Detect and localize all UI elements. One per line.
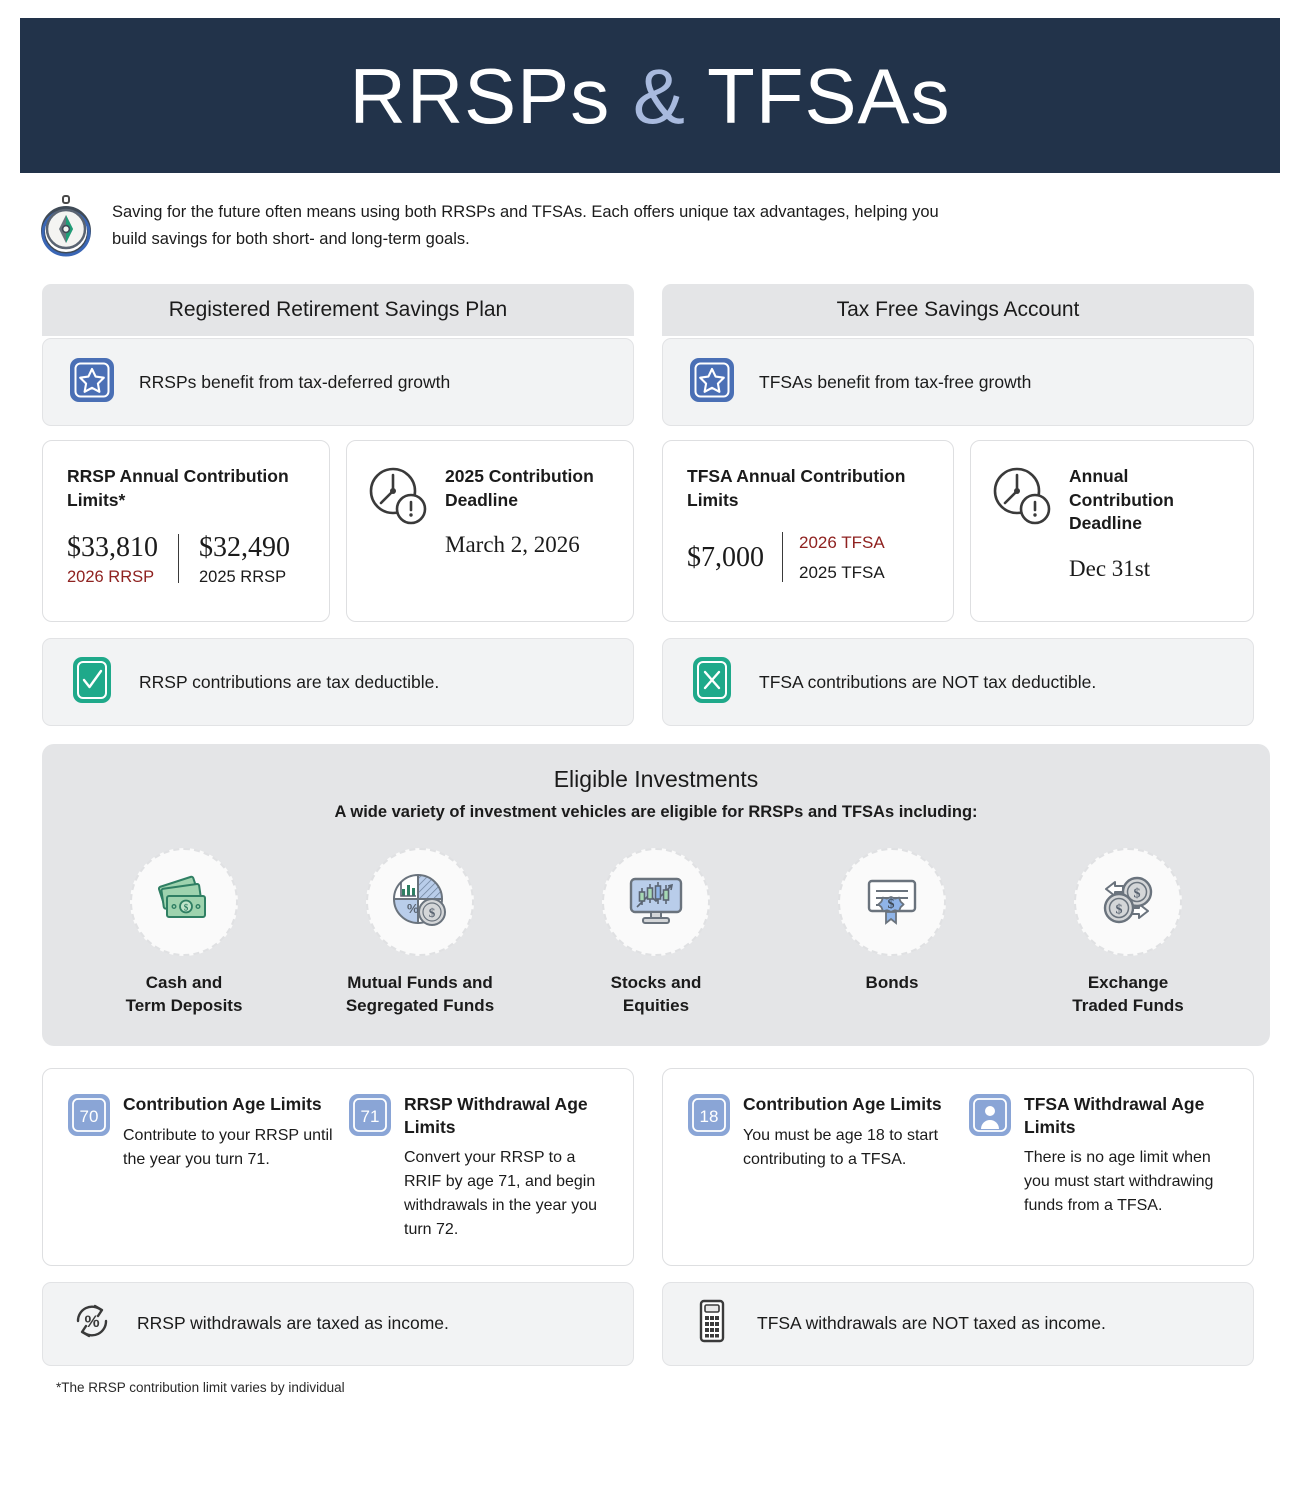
number-70-icon [67,1093,111,1245]
limits-divider [782,532,783,582]
rrsp-limit-2025-amount: $32,490 [199,532,290,564]
label-line-2: Segregated Funds [345,995,495,1015]
svg-text:$: $ [428,904,436,920]
eligible-investments-panel [42,744,1270,1046]
tfsa-limit-amount-wrap [687,530,764,584]
number-18-icon [687,1093,731,1245]
rrsp-limit-2025-label: 2025 RRSP [199,568,287,587]
svg-text:$: $ [1133,886,1141,901]
svg-text:$: $ [1115,902,1123,917]
tfsa-withdrawal-age [968,1093,1235,1245]
page-title-part2: TFSAs [685,51,951,140]
eligible-item-label [346,972,494,1018]
label-line-1: Stocks and [610,973,702,992]
intro-block [40,195,1280,262]
svg-text:$: $ [887,896,895,912]
rrsp-withdrawal-age-body [404,1093,615,1245]
rrsp-deadline-card [346,440,634,622]
rrsp-contribution-age-desc: Contribute to your RRSP until the year you turn 71. [123,1126,333,1168]
rrsp-deductible-card [42,638,634,726]
icon-circle [602,848,710,956]
svg-text:%: % [84,1312,100,1332]
badge-number: 70 [79,1106,99,1126]
tfsa-detail-pair [662,440,1254,622]
tfsa-contribution-age [687,1093,954,1245]
tfsa-deadline-card [970,440,1254,622]
cash-bills-icon [153,872,215,933]
rrsp-limit-2026-amount: $33,810 [67,532,158,564]
rrsp-withdrawal-age-desc: Convert your RRSP to a RRIF by age 71, and begin withdrawals in the year you turn 72. [404,1149,597,1239]
tfsa-limits-values [687,530,933,584]
eligible-item-label [1072,972,1183,1018]
label-line-2: Traded Funds [1072,995,1184,1015]
eligible-items [66,848,1246,1018]
rrsp-age-column [42,1068,634,1366]
star-badge-icon [687,355,737,410]
clock-alert-icon [367,465,429,603]
tfsa-limits-title: TFSA Annual Contribution Limits [687,466,906,510]
person-square-icon [968,1093,1012,1245]
rrsp-detail-pair [42,440,634,622]
tfsa-benefit-text: TFSAs benefit from tax-free growth [759,371,1032,392]
tfsa-limit-amount: $7,000 [687,541,764,573]
age-limits-grid [42,1068,1270,1366]
rrsp-deadline-date: March 2, 2026 [445,532,580,558]
rrsp-limits-values [67,530,309,588]
check-square-icon [67,655,117,710]
tfsa-withdrawal-age-body [1024,1093,1235,1245]
pie-chart-funds-icon [390,871,450,934]
rrsp-limit-2025 [199,530,290,588]
x-square-icon [687,655,737,710]
intro-text: Saving for the future often means using both RRSPs and TFSAs. Each offers unique tax advantages, helping you build savings for both short- and long-term goals. [112,203,939,249]
svg-text:$: $ [183,902,189,912]
eligible-item-cash [74,848,294,1018]
tfsa-withdrawal-age-desc: There is no age limit when you must start withdrawing funds from a TFSA. [1024,1149,1214,1215]
rrsp-limit-2026-label: 2026 RRSP [67,568,155,587]
tfsa-heading: Tax Free Savings Account [662,284,1254,336]
page-title [349,51,951,140]
tfsa-limit-2026-label: 2026 TFSA [799,533,885,553]
certificate-seal-icon [862,872,922,933]
rrsp-withdrawal-tax-card [42,1282,634,1366]
eligible-item-mutual-funds [310,848,530,1018]
eligible-item-etf [1018,848,1238,1018]
tfsa-deadline-title: Annual Contribution Deadline [1069,466,1174,534]
badge-number: 18 [699,1106,719,1126]
rrsp-limits-title: RRSP Annual Contribution Limits* [67,466,289,510]
tfsa-benefit-card [662,338,1254,426]
eligible-item-label [611,972,702,1018]
rrsp-withdrawal-tax-text: RRSP withdrawals are taxed as income. [137,1313,449,1334]
number-71-icon [348,1093,392,1245]
rrsp-withdrawal-age-title: RRSP Withdrawal Age Limits [404,1093,588,1137]
eligible-item-label [126,972,243,1018]
rrsp-limits-card [42,440,330,622]
accounts-grid [42,284,1270,726]
star-badge-icon [67,355,117,410]
tfsa-contribution-age-body [743,1093,954,1245]
tfsa-contribution-age-desc: You must be age 18 to start contributing to a TFSA. [743,1126,939,1168]
rrsp-deductible-text: RRSP contributions are tax deductible. [139,671,440,692]
percent-refresh-icon [67,1296,117,1351]
tfsa-deadline-body [1069,465,1233,603]
page-title-ampersand: & [632,51,686,140]
page-banner [20,18,1280,173]
eligible-item-stocks [546,848,766,1018]
compass-icon [40,195,92,262]
eligible-subtitle: A wide variety of investment vehicles are eligible for RRSPs and TFSAs including: [334,803,978,821]
eligible-item-label [866,972,919,995]
eligible-item-bonds [782,848,1002,1018]
rrsp-contribution-age-title: Contribution Age Limits [123,1093,322,1114]
label-line-1: Cash and [145,973,223,992]
badge-number: 71 [360,1106,380,1126]
rrsp-contribution-age [67,1093,334,1245]
label-line-1: Mutual Funds and [347,973,493,992]
rrsp-limit-2026 [67,530,158,588]
tfsa-limits-card [662,440,954,622]
tfsa-deductible-card [662,638,1254,726]
rrsp-benefit-card [42,338,634,426]
coin-exchange-icon [1097,872,1159,933]
icon-circle [366,848,474,956]
svg-text:%: % [407,900,419,916]
icon-circle [1074,848,1182,956]
clock-alert-icon [991,465,1053,603]
label-line-1: Exchange [1087,973,1169,992]
tfsa-contribution-age-title: Contribution Age Limits [743,1093,942,1114]
label-line-2: Term Deposits [125,995,243,1015]
tfsa-limit-labels [799,530,885,584]
footnote: *The RRSP contribution limit varies by individual [56,1379,345,1395]
rrsp-deadline-body [445,465,613,603]
tfsa-age-column [662,1068,1254,1366]
icon-circle [838,848,946,956]
rrsp-benefit-text: RRSPs benefit from tax-deferred growth [139,371,451,392]
tfsa-deadline-date: Dec 31st [1069,555,1151,581]
label-line-2: Equities [622,995,690,1015]
rrsp-withdrawal-age [348,1093,615,1245]
rrsp-heading: Registered Retirement Savings Plan [42,284,634,336]
rrsp-contribution-age-body [123,1093,334,1245]
tfsa-column [662,284,1254,726]
label-line-1: Bonds [865,973,919,992]
tfsa-age-card [662,1068,1254,1266]
stock-monitor-icon [625,871,687,934]
icon-circle [130,848,238,956]
page-title-part1: RRSPs [349,51,633,140]
calculator-icon [687,1296,737,1351]
limits-divider [178,534,179,582]
tfsa-withdrawal-tax-text: TFSA withdrawals are NOT taxed as income. [757,1313,1106,1334]
rrsp-deadline-title: 2025 Contribution Deadline [445,466,594,510]
rrsp-column [42,284,634,726]
eligible-title: Eligible Investments [553,766,759,792]
rrsp-age-card [42,1068,634,1266]
tfsa-withdrawal-age-title: TFSA Withdrawal Age Limits [1024,1093,1205,1137]
tfsa-limit-2025-label: 2025 TFSA [799,563,885,583]
tfsa-deductible-text: TFSA contributions are NOT tax deductible. [759,671,1097,692]
tfsa-withdrawal-tax-card [662,1282,1254,1366]
